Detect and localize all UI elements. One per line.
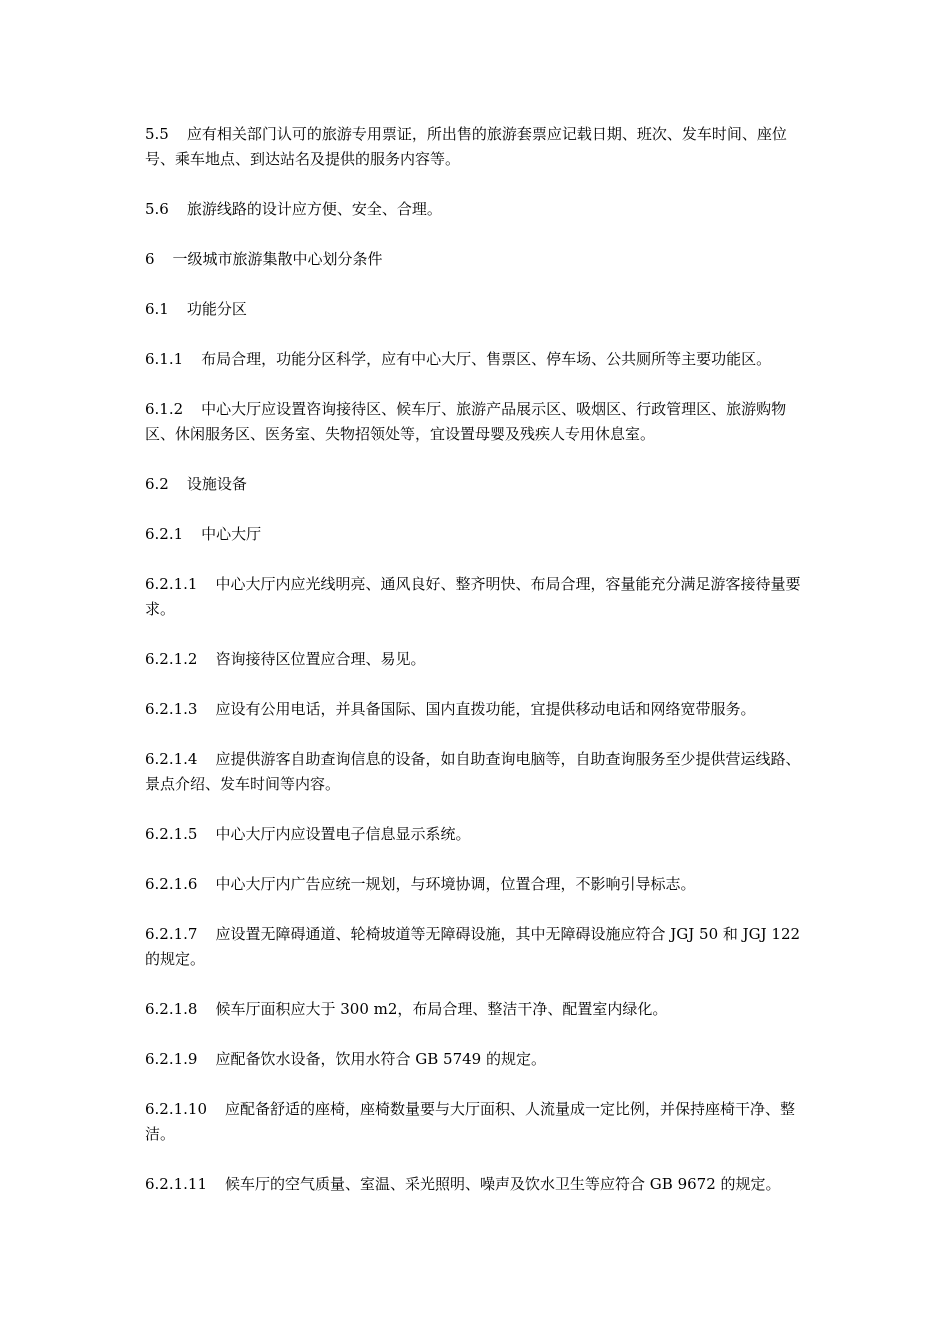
clause-number: 6.1 — [145, 300, 169, 318]
clause-6-2-1-5 — [145, 822, 815, 847]
clause-text: 中心大厅 — [201, 525, 262, 543]
clause-6-2-1-8 — [145, 997, 815, 1022]
clause-text: 应配备舒适的座椅，座椅数量要与大厅面积、人流量成一定比例，并保持座椅干净、整洁。 — [145, 1100, 796, 1143]
section-heading-6-2-1 — [145, 522, 815, 547]
clause-number: 6.2.1.2 — [145, 650, 198, 668]
clause-number: 6 — [145, 250, 155, 268]
clause-6-2-1-10 — [145, 1097, 815, 1147]
clause-text: 设施设备 — [186, 475, 247, 493]
clause-text: 中心大厅内应光线明亮、通风良好、整齐明快、布局合理，容量能充分满足游客接待量要求。 — [145, 575, 801, 618]
clause-6-1-1 — [145, 347, 815, 372]
clause-text: 咨询接待区位置应合理、易见。 — [215, 650, 426, 668]
clause-6-2-1-3 — [145, 697, 815, 722]
clause-6-2-1-11 — [145, 1172, 815, 1197]
clause-number: 6.2.1.8 — [145, 1000, 198, 1018]
clause-number: 6.2.1.1 — [145, 575, 198, 593]
clause-text: 中心大厅内应设置电子信息显示系统。 — [215, 825, 471, 843]
clause-5-6 — [145, 197, 815, 222]
clause-6-2-1-2 — [145, 647, 815, 672]
clause-6-2-1-7 — [145, 922, 815, 972]
clause-number: 6.2.1.9 — [145, 1050, 198, 1068]
clause-number: 6.2.1.5 — [145, 825, 198, 843]
clause-number: 6.2.1.11 — [145, 1175, 208, 1193]
clause-number: 6.2.1.7 — [145, 925, 198, 943]
clause-6-2-1-6 — [145, 872, 815, 897]
clause-number: 6.2.1.10 — [145, 1100, 208, 1118]
clause-text: 候车厅的空气质量、室温、采光照明、噪声及饮水卫生等应符合 GB 9672 的规定。 — [225, 1175, 781, 1193]
clause-6-1-2 — [145, 397, 815, 447]
clause-number: 6.1.1 — [145, 350, 184, 368]
clause-text: 候车厅面积应大于 300 m2，布局合理、整洁干净、配置室内绿化。 — [215, 1000, 668, 1018]
section-heading-6 — [145, 247, 815, 272]
clause-number: 5.5 — [145, 125, 169, 143]
clause-text: 旅游线路的设计应方便、安全、合理。 — [186, 200, 442, 218]
clause-5-5 — [145, 122, 815, 172]
clause-text: 应设置无障碍通道、轮椅坡道等无障碍设施，其中无障碍设施应符合 JGJ 50 和 JGJ 122 的规定。 — [145, 925, 801, 968]
clause-6-2-1-1 — [145, 572, 815, 622]
document-body — [145, 122, 815, 1222]
clause-text: 中心大厅内广告应统一规划，与环境协调，位置合理，不影响引导标志。 — [215, 875, 696, 893]
clause-number: 6.2.1.4 — [145, 750, 198, 768]
clause-text: 中心大厅应设置咨询接待区、候车厅、旅游产品展示区、吸烟区、行政管理区、旅游购物区、休闲服务区、医务室、失物招领处等，宜设置母婴及残疾人专用休息室。 — [145, 400, 787, 443]
clause-text: 一级城市旅游集散中心划分条件 — [172, 250, 383, 268]
clause-text: 功能分区 — [186, 300, 247, 318]
clause-number: 6.2.1.6 — [145, 875, 198, 893]
section-heading-6-1 — [145, 297, 815, 322]
clause-number: 6.1.2 — [145, 400, 184, 418]
clause-text: 应设有公用电话，并具备国际、国内直拨功能，宜提供移动电话和网络宽带服务。 — [215, 700, 756, 718]
clause-text: 布局合理，功能分区科学，应有中心大厅、售票区、停车场、公共厕所等主要功能区。 — [201, 350, 772, 368]
clause-text: 应提供游客自助查询信息的设备，如自助查询电脑等，自助查询服务至少提供营运线路、景点介绍、发车时间等内容。 — [145, 750, 801, 793]
clause-6-2-1-9 — [145, 1047, 815, 1072]
clause-number: 6.2.1 — [145, 525, 184, 543]
clause-number: 6.2.1.3 — [145, 700, 198, 718]
clause-6-2-1-4 — [145, 747, 815, 797]
section-heading-6-2 — [145, 472, 815, 497]
clause-number: 5.6 — [145, 200, 169, 218]
clause-text: 应配备饮水设备，饮用水符合 GB 5749 的规定。 — [215, 1050, 546, 1068]
clause-number: 6.2 — [145, 475, 169, 493]
clause-text: 应有相关部门认可的旅游专用票证，所出售的旅游套票应记载日期、班次、发车时间、座位号、乘车地点、到达站名及提供的服务内容等。 — [145, 125, 787, 168]
